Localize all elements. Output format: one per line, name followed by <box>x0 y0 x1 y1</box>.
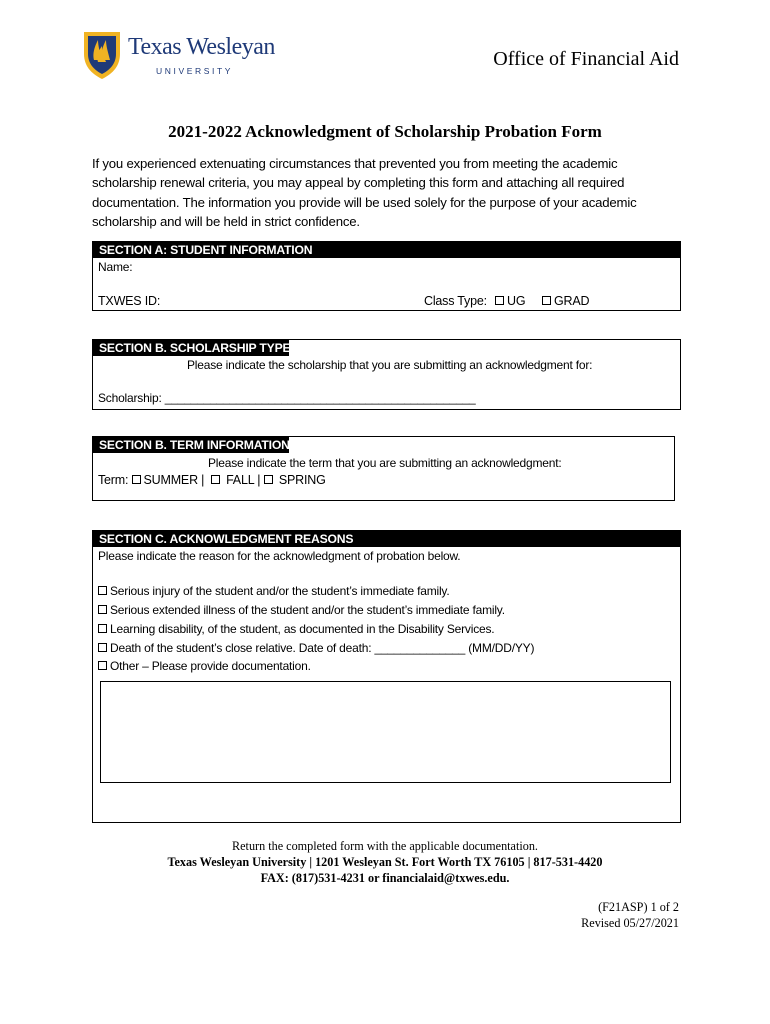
section-b-scholarship-box <box>92 339 681 410</box>
footer <box>0 838 770 886</box>
class-type-ug-option[interactable] <box>495 294 525 308</box>
reasons-instruction: Please indicate the reason for the acknowledgment of probation below. <box>98 549 461 563</box>
ug-checkbox[interactable] <box>495 296 504 305</box>
page-info <box>581 899 679 931</box>
section-c-box <box>92 530 681 823</box>
logo-subtext: UNIVERSITY <box>156 66 234 76</box>
office-title: Office of Financial Aid <box>493 48 679 70</box>
spring-label: SPRING <box>278 473 326 487</box>
reason-checkbox[interactable] <box>98 586 107 595</box>
grad-checkbox[interactable] <box>542 296 551 305</box>
section-a-header: SECTION A: STUDENT INFORMATION <box>93 242 680 258</box>
fall-checkbox[interactable] <box>211 475 220 484</box>
footer-address-line: Texas Wesleyan University | 1201 Wesleyan St. Fort Worth TX 76105 | 817-531-4420 <box>167 855 603 869</box>
reason-item[interactable]: Other – Please provide documentation. <box>98 659 311 673</box>
shield-crest-icon <box>82 30 122 80</box>
other-documentation-textarea[interactable] <box>100 681 671 783</box>
term-instruction: Please indicate the term that you are submitting an acknowledgment: <box>208 456 562 470</box>
term-row <box>98 473 326 487</box>
scholarship-instruction: Please indicate the scholarship that you are submitting an acknowledgment for: <box>187 358 593 372</box>
reason-checkbox[interactable] <box>98 661 107 670</box>
reason-item[interactable]: Learning disability, of the student, as documented in the Disability Services. <box>98 622 494 636</box>
revision-date: Revised 05/27/2021 <box>581 916 679 930</box>
txwes-id-label: TXWES ID: <box>98 294 161 308</box>
spring-checkbox[interactable] <box>264 475 273 484</box>
section-c-header: SECTION C. ACKNOWLEDGMENT REASONS <box>93 531 680 547</box>
section-b-term-header: SECTION B. TERM INFORMATION <box>93 437 289 453</box>
footer-contact-line: FAX: (817)531-4231 or financialaid@txwes.edu. <box>260 871 510 885</box>
section-b-term-box <box>92 436 675 501</box>
reason-item[interactable]: Serious extended illness of the student and/or the student’s immediate family. <box>98 603 505 617</box>
intro-paragraph: If you experienced extenuating circumstances that prevented you from meeting the academic scholarship renewal criteria, you may appeal by completing this form and attaching all required documentation. The information you provide will be used solely for the purpose of your academic scholarship and will be held in strict confidence. <box>92 156 637 230</box>
reason-checkbox[interactable] <box>98 624 107 633</box>
reason-item[interactable]: Serious injury of the student and/or the student’s immediate family. <box>98 584 449 598</box>
ug-label: UG <box>507 294 526 308</box>
fall-label: FALL | <box>226 473 261 487</box>
reason-item[interactable]: Death of the student’s close relative. Date of death: ______________ (MM/DD/YY) <box>98 641 534 655</box>
section-a-box <box>92 241 681 311</box>
term-label: Term: <box>98 473 129 487</box>
footer-return-line: Return the completed form with the applicable documentation. <box>232 839 538 853</box>
section-b-scholarship-header: SECTION B. SCHOLARSHIP TYPE <box>93 340 289 356</box>
class-type-label: Class Type: <box>424 294 487 308</box>
university-logo <box>82 30 282 80</box>
summer-checkbox[interactable] <box>132 475 141 484</box>
name-label: Name: <box>98 260 133 274</box>
scholarship-field[interactable]: Scholarship: ________________________________________________ <box>98 391 476 405</box>
logo-wordmark: Texas Wesleyan <box>128 34 275 60</box>
form-title: 2021-2022 Acknowledgment of Scholarship Probation Form <box>168 122 602 141</box>
reason-checkbox[interactable] <box>98 605 107 614</box>
class-type-grad-option[interactable] <box>542 294 589 308</box>
grad-label: GRAD <box>554 294 590 308</box>
page-number: (F21ASP) 1 of 2 <box>598 900 679 914</box>
summer-label: SUMMER | <box>143 473 205 487</box>
reason-checkbox[interactable] <box>98 643 107 652</box>
